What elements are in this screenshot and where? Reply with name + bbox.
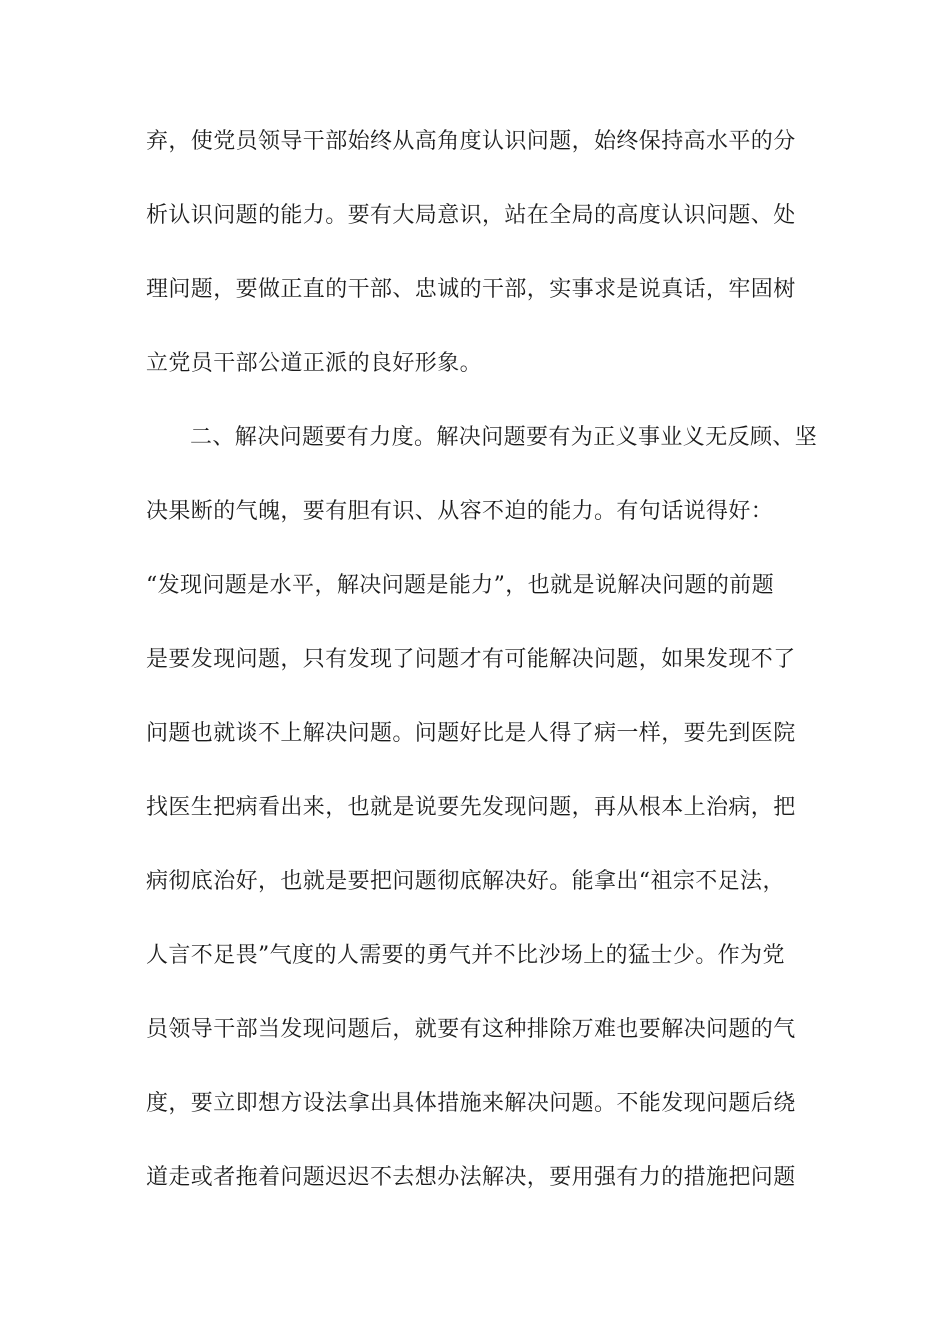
text-line: 人言不足畏”气度的人需要的勇气并不比沙场上的猛士少。作为党	[146, 943, 785, 968]
text-line: 问题也就谈不上解决问题。问题好比是人得了病一样，要先到医院	[146, 721, 796, 746]
paragraph-start-line: 二、解决问题要有力度。解决问题要有为正义事业义无反顾、坚	[190, 425, 818, 450]
text-line: 找医生把病看出来，也就是说要先发现问题，再从根本上治病，把	[146, 795, 796, 820]
text-line: 病彻底治好，也就是要把问题彻底解决好。能拿出“祖宗不足法，	[146, 869, 785, 894]
text-line: 立党员干部公道正派的良好形象。	[146, 351, 483, 376]
text-line: 理问题，要做正直的干部、忠诚的干部，实事求是说真话，牢固树	[146, 277, 796, 302]
text-line: 员领导干部当发现问题后，就要有这种排除万难也要解决问题的气	[146, 1017, 796, 1042]
text-line: “发现问题是水平，解决问题是能力”，也就是说解决问题的前题	[146, 573, 775, 598]
text-line: 道走或者拖着问题迟迟不去想办法解决，要用强有力的措施把问题	[146, 1165, 796, 1190]
text-line: 是要发现问题，只有发现了问题才有可能解决问题，如果发现不了	[146, 647, 796, 672]
body-text	[146, 118, 818, 1228]
text-line: 度，要立即想方设法拿出具体措施来解决问题。不能发现问题后绕	[146, 1091, 796, 1116]
text-line: 弃，使党员领导干部始终从高角度认识问题，始终保持高水平的分	[146, 129, 796, 154]
text-line: 决果断的气魄，要有胆有识、从容不迫的能力。有句话说得好：	[146, 499, 774, 524]
text-line: 析认识问题的能力。要有大局意识，站在全局的高度认识问题、处	[146, 203, 796, 228]
